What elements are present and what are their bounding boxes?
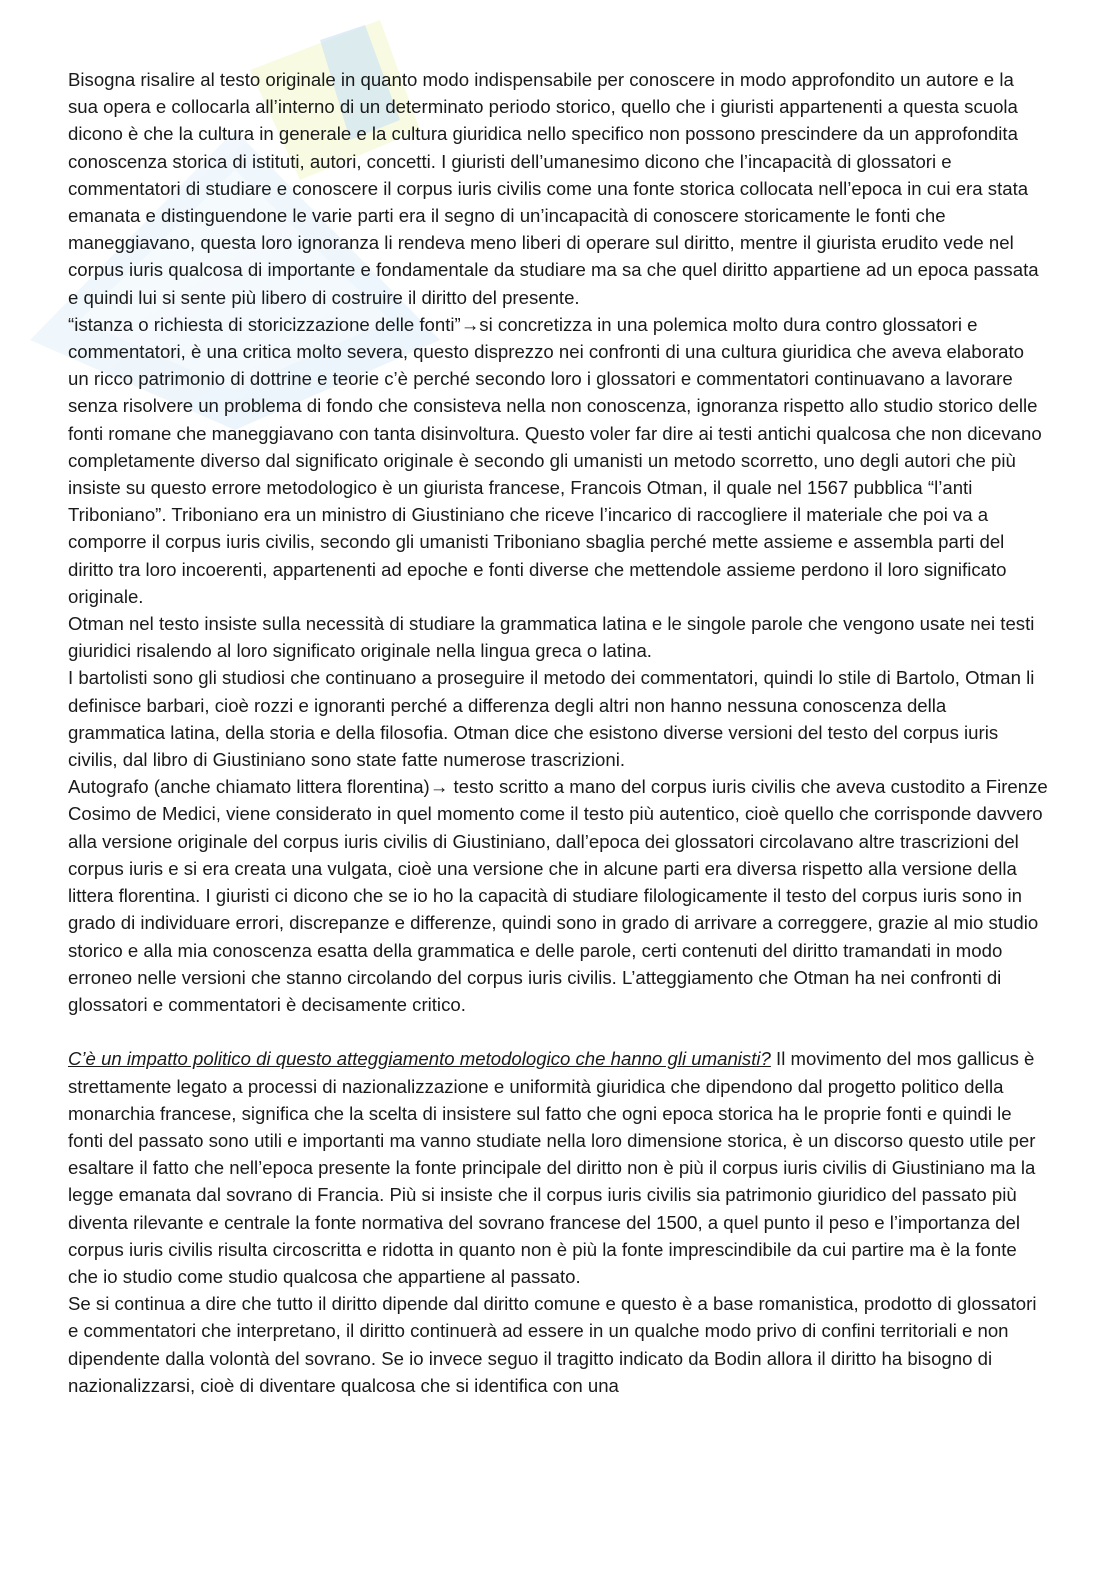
paragraph-3: Otman nel testo insiste sulla necessità di studiare la grammatica latina e le singole parole che vengono usate nei testi giuridici risalendo al loro significato originale nella lingua greca o latina. [68,613,1035,662]
paragraph-4: I bartolisti sono gli studiosi che continuano a proseguire il metodo dei commentatori, quindi lo stile di Bartolo, Otman li definisce barbari, cioè rozzi e ignoranti perché a differenza degli altri non hanno nessuna conoscenza della grammatica latina, della storia e della filosofia. Otman dice che esistono diverse versioni del testo del corpus iuris civilis, dal libro di Giustiniano sono state fatte numerose trascrizioni. [68,667,1035,771]
paragraph-7: Se si continua a dire che tutto il diritto dipende dal diritto comune e questo è a base romanistica, prodotto di glossatori e commentatori che interpretano, il diritto continuerà ad essere in un qualche modo privo di confini territoriali e non dipendente dalla volontà del sovrano. Se io invece seguo il tragitto indicato da Bodin allora il diritto ha bisogno di nazionalizzarsi, cioè di diventare qualcosa che si identifica con una [68,1293,1037,1396]
document-body [68,66,1048,1399]
section-question: C’è un impatto politico di questo atteggiamento metodologico che hanno gli umanisti? [68,1048,771,1070]
paragraph-spacer [68,1018,1048,1045]
paragraph-6-text: Il movimento del mos gallicus è strettamente legato a processi di nazionalizzazione e uniformità giuridica che dipendono dal progetto politico della monarchia francese, significa che la scelta di insistere sul fatto che ogni epoca storica ha le proprie fonti e quindi le fonti del passato sono utili e importanti ma vanno studiate nella loro dimensione storica, è un discorso questo utile per esaltare il fatto che nell’epoca presente la fonte principale del diritto non è più il corpus iuris civilis di Giustiniano ma la legge emanata dal sovrano di Francia. Più si insiste che il corpus iuris civilis sia patrimonio giuridico del passato più diventa rilevante e centrale la fonte normativa del sovrano francese del 1500, a quel punto il peso e l’importanza del corpus iuris civilis risulta circoscritta e ridotta in quanto non è più la fonte imprescindibile da cui partire ma è la fonte che io studio come studio qualcosa che appartiene al passato. [68,1048,1036,1287]
paragraph-2: “istanza o richiesta di storicizzazione delle fonti”→si concretizza in una polemica molto dura contro glossatori e commentatori, è una critica molto severa, questo disprezzo nei confronti di una cultura giuridica che aveva elaborato un ricco patrimonio di dottrine e teorie c’è perché secondo loro i glossatori e commentatori continuavano a lavorare senza risolvere un problema di fondo che consisteva nella non conoscenza, ignoranza rispetto allo studio storico delle fonti romane che maneggiavano con tanta disinvoltura. Questo voler far dire ai testi antichi qualcosa che non dicevano completamente diverso dal significato originale è secondo gli umanisti un metodo scorretto, uno degli autori che più insiste su questo errore metodologico è un giurista francese, Francois Otman, il quale nel 1567 pubblica “l’anti Triboniano”. Triboniano era un ministro di Giustiniano che riceve l’incarico di raccogliere il materiale che poi va a comporre il corpus iuris civilis, secondo gli umanisti Triboniano sbaglia perché mette assieme e assembla parti del diritto tra loro incoerenti, appartenenti ad epoche e fonti diverse che mettendole assieme perdono il loro significato originale. [68,313,1042,607]
paragraph-5: Autografo (anche chiamato littera florentina)→ testo scritto a mano del corpus iuris civilis che aveva custodito a Firenze Cosimo de Medici, viene considerato in quel momento come il testo più autentico, cioè quello che corrisponde davvero alla versione originale del corpus iuris civilis di Giustiniano, dall’epoca dei glossatori circolavano altre trascrizioni del corpus iuris e si era creata una vulgata, cioè una versione che in alcune parti era diversa rispetto alla versione della littera florentina. I giuristi ci dicono che se io ho la capacità di studiare filologicamente il testo del corpus iuris sono in grado di individuare errori, discrepanze e differenze, quindi sono in grado di arrivare a correggere, grazie al mio studio storico e alla mia conoscenza esatta della grammatica e delle parole, certi contenuti del diritto tramandati in modo erroneo nelle versioni che stanno circolando del corpus iuris civilis. L’atteggiamento che Otman ha nei confronti di glossatori e commentatori è decisamente critico. [68,776,1048,1015]
paragraph-1: Bisogna risalire al testo originale in quanto modo indispensabile per conoscere in modo approfondito un autore e la sua opera e collocarla all’interno di un determinato periodo storico, quello che i giuristi appartenenti a questa scuola dicono è che la cultura in generale e la cultura giuridica nello specifico non possono prescindere da un approfondita conoscenza storica di istituti, autori, concetti. I giuristi dell’umanesimo dicono che l’incapacità di glossatori e commentatori di studiare e conoscere il corpus iuris civilis come una fonte storica collocata nell’epoca in cui era stata emanata e distinguendone le varie parti era il segno di un’incapacità di conoscere storicamente le fonti che maneggiavano, questa loro ignoranza li rendeva meno liberi di operare sul diritto, mentre il giurista erudito vede nel corpus iuris qualcosa di importante e fondamentale da studiare ma sa che quel diritto appartiene ad un epoca passata e quindi lui si sente più libero di costruire il diritto del presente. [68,69,1039,308]
paragraph-6 [68,1045,1048,1290]
